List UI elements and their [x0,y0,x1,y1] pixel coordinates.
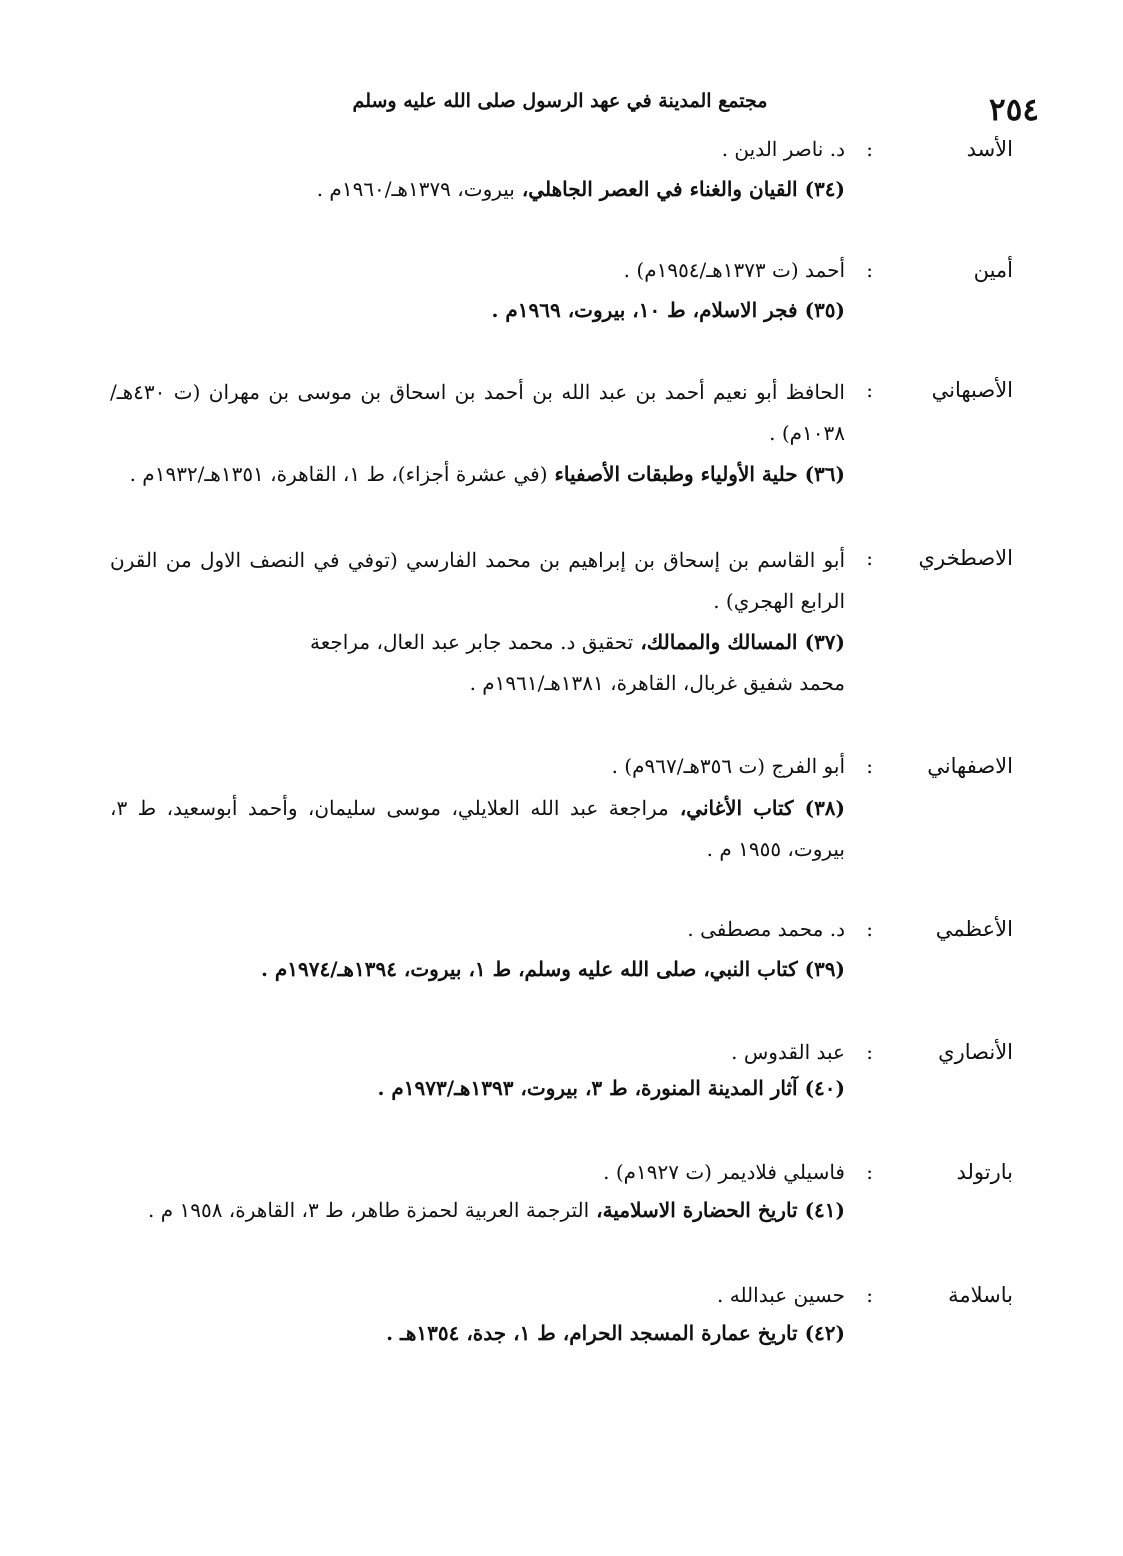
work-details: (في عشرة أجزاء)، ط ١، القاهرة، ١٣٥١هـ/١٩٣٢م . [129,462,548,486]
colon: : [866,546,873,570]
running-title: مجتمع المدينة في عهد الرسول صلى الله عليه وسلم [352,90,768,112]
entry-surname: الأصبهاني [931,378,1013,402]
work-number: (٤٠) [804,1076,845,1100]
entry-surname: باسلامة [948,1283,1013,1307]
work-number: (٣٥) [804,298,845,322]
colon: : [866,137,873,161]
entry-surname: الاصطخري [918,546,1013,570]
colon: : [866,917,873,941]
work-details: تحقيق د. محمد جابر عبد العال، مراجعة محمد شفيق غربال، القاهرة، ١٣٨١هـ/١٩٦١م . [310,630,845,695]
entry-work [317,177,845,201]
entry-author: د. محمد مصطفى . [687,917,845,941]
entry-author: عبد القدوس . [731,1040,845,1064]
work-title: القيان والغناء في العصر الجاهلي، [521,177,798,201]
entry-author: أبو الفرج (ت ٣٥٦هـ/٩٦٧م) . [611,754,845,778]
work-title: آثار المدينة المنورة، ط ٣، بيروت، ١٣٩٣هـ/١٩٧٣م . [377,1076,798,1100]
entry-author: أبو القاسم بن إسحاق بن إبراهيم بن محمد الفارسي (توفي في النصف الاول من القرن الرابع الهجري) . [110,548,845,613]
work-details: مراجعة عبد الله العلايلي، موسى سليمان، وأحمد أبوسعيد، ط ٣، بيروت، ١٩٥٥ م . [110,796,845,861]
work-number: (٤١) [804,1198,845,1222]
colon: : [866,754,873,778]
work-number: (٤٢) [804,1321,845,1345]
entry-author: د. ناصر الدين . [721,137,845,161]
work-title: تاريخ الحضارة الاسلامية، [596,1198,798,1222]
work-details: الترجمة العربية لحمزة طاهر، ط ٣، القاهرة، ١٩٥٨ م . [148,1198,590,1222]
work-number: (٣٧) [804,630,845,654]
work-number: (٣٨) [804,796,846,820]
entry-surname: الأعظمي [935,917,1013,941]
work-title: المسالك والممالك، [640,630,798,654]
entry-work [130,462,845,486]
work-title: فجر الاسلام، ط ١٠، بيروت، ١٩٦٩م . [491,298,798,322]
work-title: كتاب الأغاني، [679,796,794,820]
entry-work [310,622,845,704]
work-number: (٣٦) [804,462,845,486]
entry-author: الحافظ أبو نعيم أحمد بن عبد الله بن أحمد بن اسحاق بن موسى بن مهران (ت ٤٣٠هـ/١٠٣٨م) . [110,380,845,445]
entry-work [491,298,845,322]
work-number: (٣٤) [804,177,845,201]
entry-work [261,957,845,981]
colon: : [866,1040,873,1064]
work-details: بيروت، ١٣٧٩هـ/١٩٦٠م . [316,177,515,201]
colon: : [866,378,873,402]
entry-surname: أمين [973,258,1013,282]
entry-work [377,1076,845,1100]
entry-work [148,1198,845,1222]
colon: : [866,258,873,282]
entry-work [110,788,845,870]
entry-author: فاسيلي فلاديمر (ت ١٩٢٧م) . [603,1160,845,1184]
work-title: كتاب النبي، صلى الله عليه وسلم، ط ١، بيروت، ١٣٩٤هـ/١٩٧٤م . [260,957,798,981]
colon: : [866,1283,873,1307]
entry-work [386,1321,845,1345]
entry-author: حسين عبدالله . [717,1283,845,1307]
work-title: تاريخ عمارة المسجد الحرام، ط ١، جدة، ١٣٥٤هـ . [386,1321,798,1345]
work-number: (٣٩) [804,957,845,981]
entry-author: أحمد (ت ١٣٧٣هـ/١٩٥٤م) . [623,258,845,282]
colon: : [866,1160,873,1184]
page-number: ٢٥٤ [989,92,1039,128]
entry-surname: الاصفهاني [927,754,1013,778]
entry-surname: بارتولد [956,1160,1013,1184]
entry-surname: الأسد [966,137,1013,161]
entry-surname: الأنصاري [938,1040,1013,1064]
work-title: حلية الأولياء وطبقات الأصفياء [554,462,798,486]
